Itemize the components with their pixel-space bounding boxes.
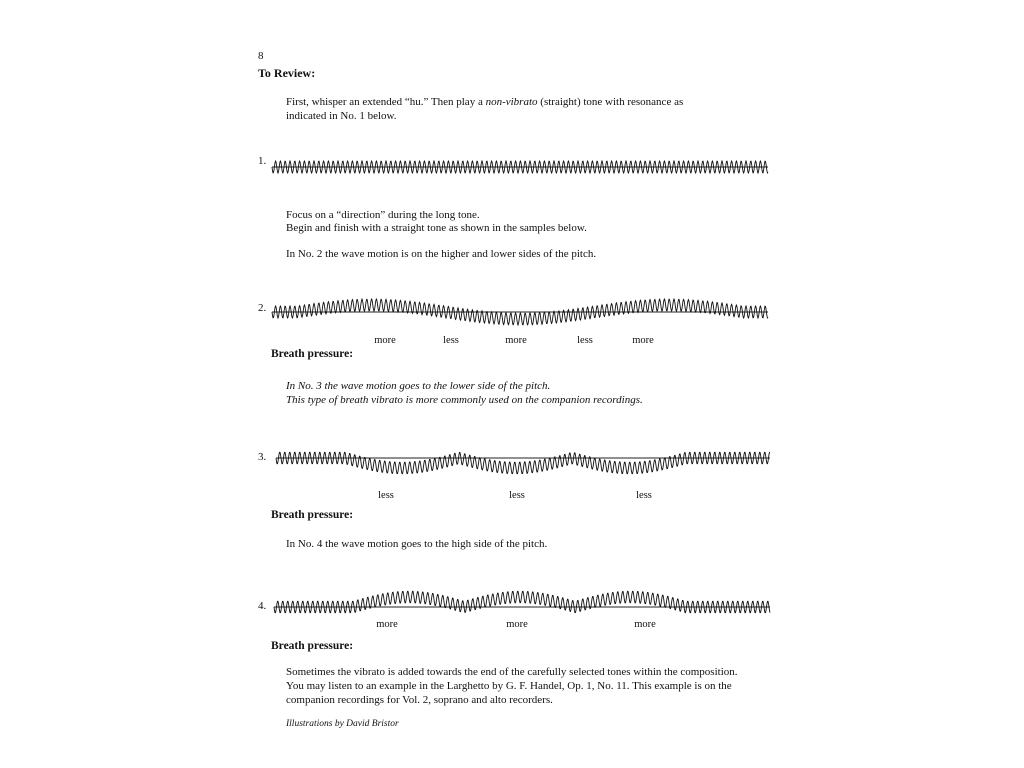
- no3-note-line-2: This type of breath vibrato is more commonly used on the companion recordings.: [286, 394, 643, 406]
- illustration-credit: Illustrations by David Bristor: [286, 719, 399, 729]
- example-3-breath-label: Breath pressure:: [271, 509, 354, 521]
- page-number: 8: [258, 50, 264, 62]
- example-2-wave: [272, 290, 772, 334]
- section-heading: To Review:: [258, 66, 316, 80]
- intro-text-before: First, whisper an extended “hu.” Then play a: [286, 96, 486, 108]
- breath-pressure-label: less: [378, 490, 394, 501]
- focus-line-1: Focus on a “direction” during the long tone.: [286, 209, 480, 221]
- example-1-number: 1.: [258, 155, 267, 167]
- no3-note-line-1: In No. 3 the wave motion goes to the lower side of the pitch.: [286, 380, 551, 392]
- example-1-wave: [272, 150, 772, 184]
- example-4-number: 4.: [258, 600, 267, 612]
- intro-line-2: indicated in No. 1 below.: [286, 110, 397, 122]
- closing-line-3: companion recordings for Vol. 2, soprano and alto recorders.: [286, 694, 553, 706]
- vibrato-wave-path: [274, 591, 770, 612]
- breath-pressure-label: less: [577, 335, 593, 346]
- intro-line-1: [286, 95, 683, 110]
- breath-pressure-label: more: [374, 335, 396, 346]
- breath-pressure-label: more: [376, 619, 398, 630]
- focus-line-3: In No. 2 the wave motion is on the higher and lower sides of the pitch.: [286, 248, 597, 260]
- intro-italic-term: non-vibrato: [485, 96, 538, 108]
- example-2-breath-label: Breath pressure:: [271, 348, 354, 360]
- example-4-breath-label: Breath pressure:: [271, 640, 354, 652]
- example-3-number: 3.: [258, 451, 267, 463]
- vibrato-wave-path: [276, 452, 770, 473]
- closing-line-2: You may listen to an example in the Larghetto by G. F. Handel, Op. 1, No. 11. This example is on the: [286, 680, 732, 692]
- breath-pressure-label: more: [632, 335, 654, 346]
- example-4-wave: [274, 582, 770, 622]
- breath-pressure-label: more: [634, 619, 656, 630]
- example-3-wave: [276, 446, 770, 490]
- breath-pressure-label: more: [505, 335, 527, 346]
- breath-pressure-label: less: [636, 490, 652, 501]
- breath-pressure-label: more: [506, 619, 528, 630]
- example-2-number: 2.: [258, 302, 267, 314]
- no4-note: In No. 4 the wave motion goes to the high side of the pitch.: [286, 538, 548, 550]
- breath-pressure-label: less: [443, 335, 459, 346]
- focus-line-2: Begin and finish with a straight tone as shown in the samples below.: [286, 222, 587, 234]
- closing-line-1: Sometimes the vibrato is added towards the end of the carefully selected tones within the composition.: [286, 666, 738, 678]
- breath-pressure-label: less: [509, 490, 525, 501]
- intro-text-after: (straight) tone with resonance as: [537, 96, 684, 108]
